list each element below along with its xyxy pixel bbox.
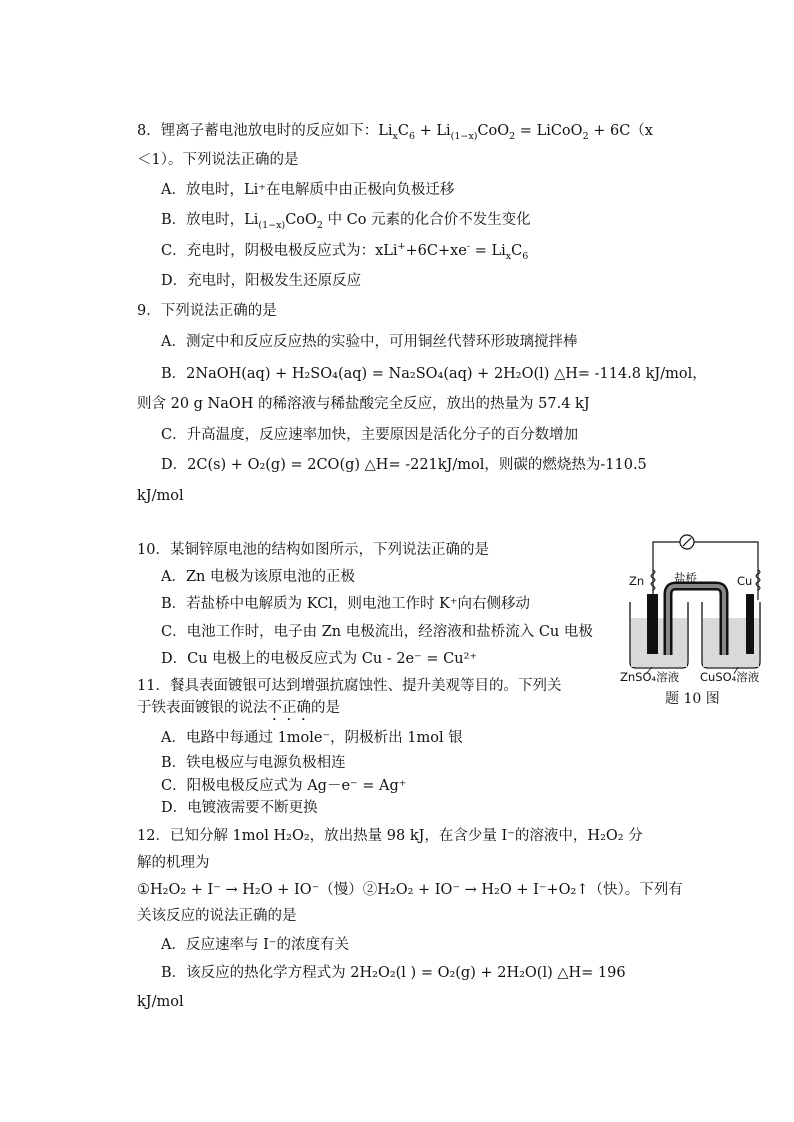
q8-b-text: CoO (285, 212, 317, 228)
q11-option-a: A．电路中每通过 1mole⁻，阴极析出 1mol 银 (161, 730, 463, 746)
q11-stem-line1: 11．餐具表面镀银可达到增强抗腐蚀性、提升美观等目的。下列关 (137, 678, 562, 694)
q8-sub: 2 (509, 130, 516, 142)
q8-sub: (1−x) (450, 130, 478, 142)
q10-stem: 10．某铜锌原电池的结构如图所示，下列说法正确的是 (137, 542, 489, 558)
q8-c-text: C．充电时，阴极电极反应式为：xLi (161, 243, 398, 259)
q8-stem-line2: ＜1）。下列说法正确的是 (137, 152, 299, 168)
q11-stem-text: 的是 (311, 700, 340, 716)
q12-stem-line2: 解的机理为 (137, 855, 210, 871)
q11-option-c: C．阳极电极反应式为 Ag－e⁻ = Ag⁺ (161, 778, 407, 794)
q9-option-a: A．测定中和反应反应热的实验中，可用铜丝代替环形玻璃搅拌棒 (161, 334, 578, 350)
q8-c-text: +6C+xe (405, 243, 467, 259)
q8-option-d: D．充电时，阳极发生还原反应 (161, 273, 362, 289)
cu-label: Cu (737, 574, 753, 588)
q8-stem-text: C (397, 123, 409, 139)
q8-option-b (161, 210, 531, 230)
q8-b-sub: 2 (316, 219, 323, 231)
q8-stem-text: + Li (415, 123, 451, 139)
q9-stem: 9．下列说法正确的是 (137, 303, 277, 319)
q8-c-text: = Li (470, 243, 506, 259)
q8-stem-line1 (137, 121, 653, 141)
q8-option-c (161, 241, 528, 261)
salt-bridge-label: 盐桥 (674, 571, 697, 585)
q12-stem-line1: 12．已知分解 1mol H₂O₂，放出热量 98 kJ，在含少量 I⁻的溶液中，H₂O₂ 分 (137, 828, 643, 844)
q12-stem-line4: 关该反应的说法正确的是 (137, 908, 297, 924)
q8-stem-text: = LiCoO (515, 123, 583, 139)
q8-b-sub: (1−x) (258, 219, 286, 231)
q11-stem-text: 于铁表面镀银的说法 (137, 700, 268, 716)
q8-option-a: A．放电时，Li⁺在电解质中由正极向负极迁移 (161, 182, 455, 198)
q9-option-b-line2: 则含 20 g NaOH 的稀溶液与稀盐酸完全反应，放出的热量为 57.4 kJ (137, 396, 590, 412)
q8-c-sub: 6 (522, 250, 529, 262)
q11-emphasis-text: 不正确 (267, 700, 311, 716)
q8-c-sup: + (397, 241, 406, 253)
q8-c-text: C (511, 243, 523, 259)
q8-b-text: B．放电时，Li (161, 212, 259, 228)
q10-option-b: B．若盐桥中电解质为 KCl，则电池工作时 K⁺向右侧移动 (161, 596, 531, 612)
q8-sub: x (392, 130, 398, 142)
q8-b-text: 中 Co 元素的化合价不发生变化 (322, 212, 531, 228)
q10-option-d: D．Cu 电极上的电极反应式为 Cu - 2e⁻ = Cu²⁺ (161, 651, 478, 667)
cuso4-label: CuSO₄溶液 (700, 670, 760, 684)
left-solution (631, 618, 687, 667)
q10-option-c: C．电池工作时，电子由 Zn 电极流出，经溶液和盐桥流入 Cu 电极 (161, 624, 593, 640)
q8-c-sup: - (466, 241, 471, 253)
q12-option-b-line2: kJ/mol (137, 994, 184, 1010)
q8-c-sub: x (505, 250, 512, 262)
q9-option-d-line1: D．2C(s) + O₂(g) = 2CO(g) △H= -221kJ/mol，则碳的燃烧热为-110.5 (161, 457, 647, 473)
q12-mechanism: ①H₂O₂ + I⁻ → H₂O + IO⁻（慢）②H₂O₂ + IO⁻ → H₂O + I⁻+O₂↑（快）。下列有 (137, 882, 683, 898)
zn-label: Zn (629, 574, 645, 588)
q8-stem-text: 8．锂离子蓄电池放电时的反应如下：Li (137, 123, 393, 139)
znso4-label: ZnSO₄溶液 (620, 670, 680, 684)
q12-option-b-line1: B．该反应的热化学方程式为 2H₂O₂(l ) = O₂(g) + 2H₂O(l) △H= 196 (161, 965, 626, 981)
q9-option-d-line2: kJ/mol (137, 488, 184, 504)
q9-option-c: C．升高温度，反应速率加快，主要原因是活化分子的百分数增加 (161, 427, 579, 443)
q11-stem-line2 (137, 698, 340, 724)
zn-electrode (647, 594, 658, 654)
q8-sub: 2 (582, 130, 589, 142)
q10-option-a: A．Zn 电极为该原电池的正极 (161, 569, 355, 585)
figure-caption: 题 10 图 (665, 691, 720, 707)
q11-option-d: D．电镀液需要不断更换 (161, 800, 318, 816)
q8-stem-text: + 6C（x (588, 123, 653, 139)
q12-option-a: A．反应速率与 I⁻的浓度有关 (161, 937, 349, 953)
q8-sub: 6 (408, 130, 416, 142)
cu-electrode (746, 594, 754, 654)
q9-option-b-line1: B．2NaOH(aq) + H₂SO₄(aq) = Na₂SO₄(aq) + 2H₂O(l) △H= -114.8 kJ/mol， (161, 366, 707, 382)
q11-option-b: B．铁电极应与电源负极相连 (161, 755, 346, 771)
q8-stem-text: CoO (477, 123, 510, 139)
